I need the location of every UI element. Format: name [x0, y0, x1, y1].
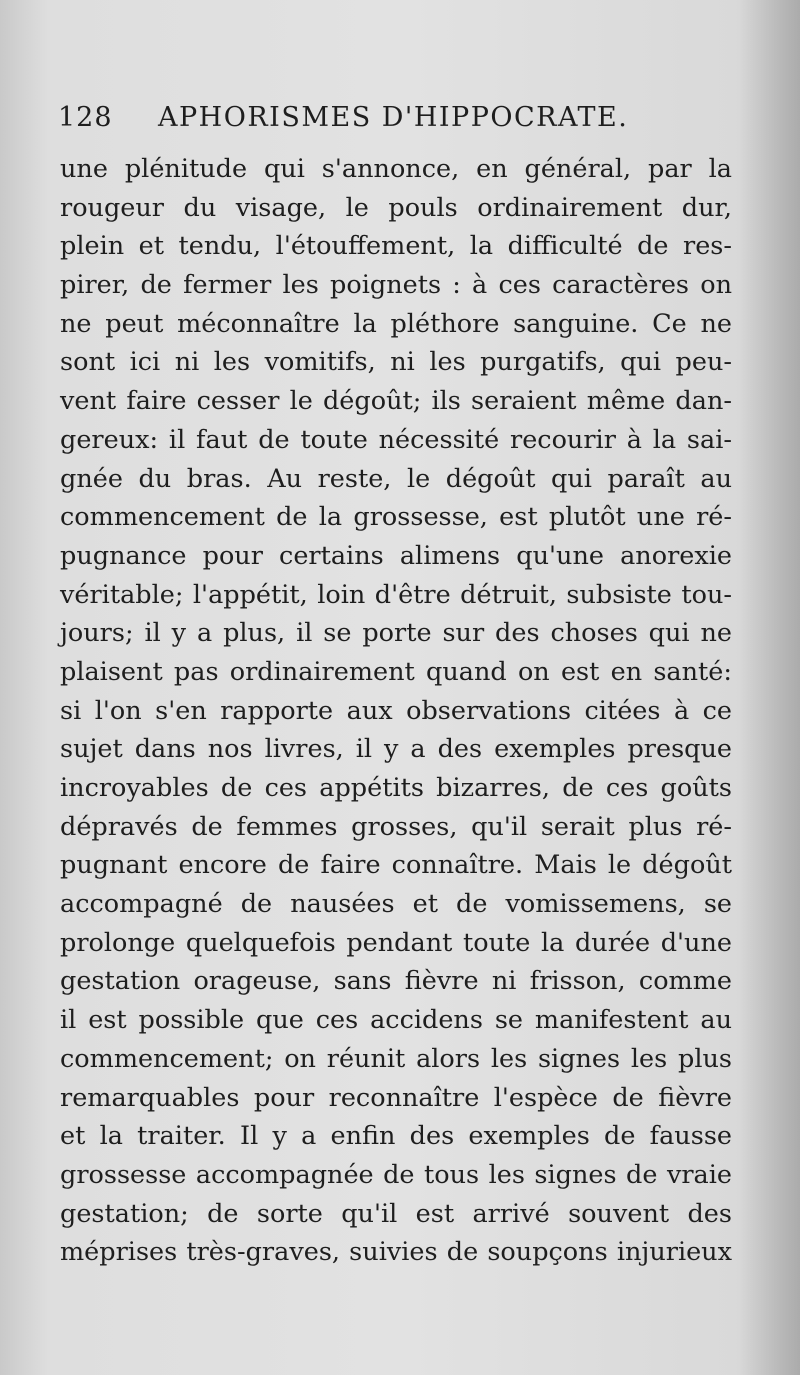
text-line: pugnant encore de faire connaître. Mais le dégoût: [60, 850, 732, 881]
text-line: gnée du bras. Au reste, le dégoût qui paraît au: [60, 463, 732, 494]
text-line: pirer, de fermer les poignets : à ces caractères on: [60, 270, 732, 301]
text-line: dépravés de femmes grosses, qu'il serait plus ré-: [60, 811, 732, 842]
text-line: plein et tendu, l'étouffement, la difficulté de res-: [60, 231, 732, 262]
text-line: il est possible que ces accidens se manifestent au: [60, 1005, 732, 1036]
text-line: jours; il y a plus, il se porte sur des choses qui ne: [60, 618, 732, 649]
page-number: 128: [58, 102, 113, 133]
running-title: APHORISMES D'HIPPOCRATE.: [158, 102, 629, 133]
text-line: une plénitude qui s'annonce, en général, par la: [60, 154, 732, 184]
text-line: méprises très-graves, suivies de soupçons injurieux: [60, 1237, 732, 1268]
text-line: commencement de la grossesse, est plutôt une ré-: [60, 502, 732, 533]
text-line: gereux: il faut de toute nécessité recourir à la sai-: [60, 424, 732, 455]
text-line: ne peut méconnaître la pléthore sanguine. Ce ne: [60, 308, 732, 339]
text-line: sujet dans nos livres, il y a des exemples presque: [60, 734, 732, 765]
page-edge-shadow: [740, 0, 800, 1375]
page-header: [58, 102, 738, 142]
text-line: accompagné de nausées et de vomissemens, se: [60, 889, 732, 920]
text-line: si l'on s'en rapporte aux observations citées à ce: [60, 695, 732, 726]
text-line: grossesse accompagnée de tous les signes de vraie: [60, 1159, 732, 1190]
text-line: et la traiter. Il y a enfin des exemples de fausse: [60, 1121, 732, 1152]
text-line: prolonge quelquefois pendant toute la durée d'une: [60, 927, 732, 958]
text-line: rougeur du visage, le pouls ordinairement dur,: [60, 192, 732, 223]
text-line: gestation; de sorte qu'il est arrivé souvent des: [60, 1198, 732, 1229]
text-line: incroyables de ces appétits bizarres, de ces goûts: [60, 773, 732, 803]
text-line: vent faire cesser le dégoût; ils seraient même dan-: [60, 386, 732, 417]
body-text: [60, 150, 740, 1272]
text-line: commencement; on réunit alors les signes les plus: [60, 1043, 732, 1074]
text-line: véritable; l'appétit, loin d'être détruit, subsiste tou-: [60, 579, 732, 610]
text-line: remarquables pour reconnaître l'espèce de fièvre: [60, 1082, 732, 1113]
text-line: plaisent pas ordinairement quand on est en santé:: [60, 656, 732, 687]
text-line: pugnance pour certains alimens qu'une anorexie: [60, 540, 732, 571]
text-line: gestation orageuse, sans fièvre ni frisson, comme: [60, 966, 732, 997]
text-line: sont ici ni les vomitifs, ni les purgatifs, qui peu-: [60, 347, 732, 378]
